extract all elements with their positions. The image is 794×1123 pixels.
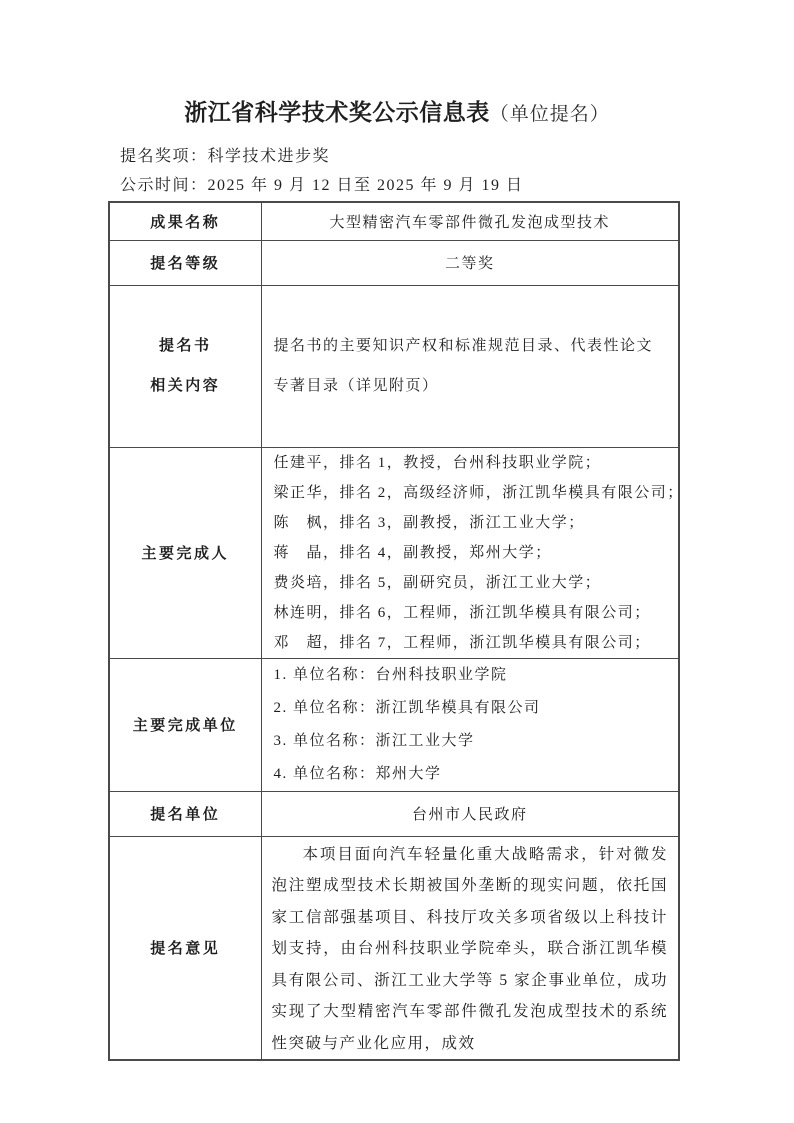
opinion-text: 本项目面向汽车轻量化重大战略需求，针对微发泡注塑成型技术长期被国外垄断的现实问题，依托国家工信部强基项目、科技厅攻关多项省级以上科技计划支持，由台州科技职业学院牵头，联合浙江凯华模具有限公司、浙江工业大学等 5 家企事业单位，成功实现了大型精密汽车零部件微孔发泡成型技术的系统性突破与产业化应用，成效: [271, 845, 668, 1052]
completers-label: 主要完成人: [109, 447, 261, 658]
title-main-text: 浙江省科学技术奖公示信息表: [184, 99, 490, 125]
book-content-label: [109, 285, 261, 447]
nominator-label: 提名单位: [109, 791, 261, 836]
grade-value: 二等奖: [261, 240, 679, 285]
book-content-text: 提名书的主要知识产权和标准规范目录、代表性论文专著目录（详见附页）: [273, 338, 654, 394]
result-name-label: 成果名称: [109, 202, 261, 240]
units-label: 主要完成单位: [109, 658, 261, 791]
row-opinion: [109, 836, 679, 1060]
row-book-content: [109, 285, 679, 447]
row-grade: [109, 240, 679, 285]
completer-item: 蒋 晶，排名 4，副教授，郑州大学；: [273, 544, 552, 561]
completers-value: [261, 447, 684, 658]
book-content-value: [261, 285, 679, 447]
completer-item: 费炎培，排名 5，副研究员，浙江工业大学；: [273, 574, 602, 591]
book-content-label-line2: 相关内容: [150, 378, 221, 394]
info-table: [108, 201, 684, 1061]
completer-item: 邓 超，排名 7，工程师，浙江凯华模具有限公司；: [273, 634, 651, 651]
completer-item: 陈 枫，排名 3，副教授，浙江工业大学；: [273, 514, 585, 531]
completer-item: 梁正华，排名 2，高级经济师，浙江凯华模具有限公司；: [273, 484, 684, 501]
grade-label: 提名等级: [109, 240, 261, 285]
units-value: [261, 658, 679, 791]
meta-block: [120, 142, 794, 200]
unit-item: 4. 单位名称：郑州大学: [273, 765, 442, 782]
completer-item: 林连明，排名 6，工程师，浙江凯华模具有限公司；: [273, 604, 651, 621]
book-content-label-line1: 提名书: [158, 338, 212, 354]
row-result-name: [109, 202, 679, 240]
unit-item: 1. 单位名称：台州科技职业学院: [273, 666, 508, 683]
opinion-label: 提名意见: [109, 836, 261, 1060]
title-suffix-text: （单位提名）: [489, 104, 610, 125]
result-name-value: 大型精密汽车零部件微孔发泡成型技术: [261, 202, 679, 240]
publicity-period-line: 公示时间：2025 年 9 月 12 日至 2025 年 9 月 19 日: [120, 177, 524, 194]
row-completers: [109, 447, 679, 658]
nominator-value: 台州市人民政府: [261, 791, 679, 836]
row-units: [109, 658, 679, 791]
unit-item: 3. 单位名称：浙江工业大学: [273, 732, 475, 749]
page-title: [0, 92, 794, 126]
opinion-value: [261, 836, 679, 1060]
nomination-award-line: 提名奖项：科学技术进步奖: [120, 148, 331, 165]
completer-item: 任建平，排名 1，教授，台州科技职业学院；: [273, 454, 602, 471]
unit-item: 2. 单位名称：浙江凯华模具有限公司: [273, 699, 541, 716]
row-nominator: [109, 791, 679, 836]
